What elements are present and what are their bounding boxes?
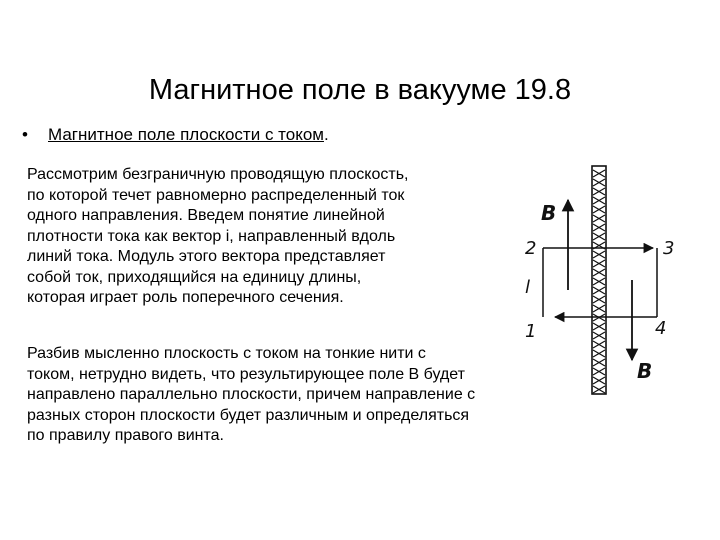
paragraph-2 <box>27 344 475 447</box>
conducting-plane <box>592 166 606 394</box>
corner-label-4: 4 <box>655 318 667 339</box>
bullet-mark: • <box>22 125 28 144</box>
paragraph-line: которая играет роль поперечного сечения. <box>27 289 344 306</box>
paragraph-line: Разбив мысленно плоскость с током на тонкие нити с <box>27 345 426 362</box>
paragraph-1 <box>27 165 408 309</box>
paragraph-line: по правилу правого винта. <box>27 427 224 444</box>
corner-label-3: 3 <box>663 238 675 259</box>
slide-title: Магнитное поле в вакууме 19.8 <box>148 74 572 106</box>
paragraph-line: разных сторон плоскости будет различным и определяться <box>27 406 470 424</box>
bullet-suffix: . <box>323 125 329 144</box>
bullet-item <box>22 124 329 146</box>
bullet-text: Магнитное поле плоскости с током <box>48 125 324 144</box>
paragraph-line: линий тока. Модуль этого вектора представляет <box>27 248 386 265</box>
corner-label-2: 2 <box>525 238 537 259</box>
b-label-top: B <box>541 201 557 225</box>
paragraph-line: по которой течет равномерно распределенный ток <box>27 186 405 204</box>
corner-label-1: 1 <box>525 321 537 342</box>
paragraph-line: плотности тока как вектор i, направленный вдоль <box>27 227 396 245</box>
paragraph-line: одного направления. Введем понятие линейной <box>27 207 385 224</box>
paragraph-line: током, нетрудно видеть, что результирующее поле В будет <box>27 365 465 383</box>
current-plane-figure <box>505 160 705 400</box>
b-label-bottom: B <box>637 359 653 383</box>
paragraph-line: собой ток, приходящийся на единицу длины, <box>27 268 362 286</box>
paragraph-line: направлено параллельно плоскости, причем направление с <box>27 386 476 403</box>
side-label-l: l <box>525 277 531 298</box>
paragraph-line: Рассмотрим безграничную проводящую плоскость, <box>27 166 409 183</box>
